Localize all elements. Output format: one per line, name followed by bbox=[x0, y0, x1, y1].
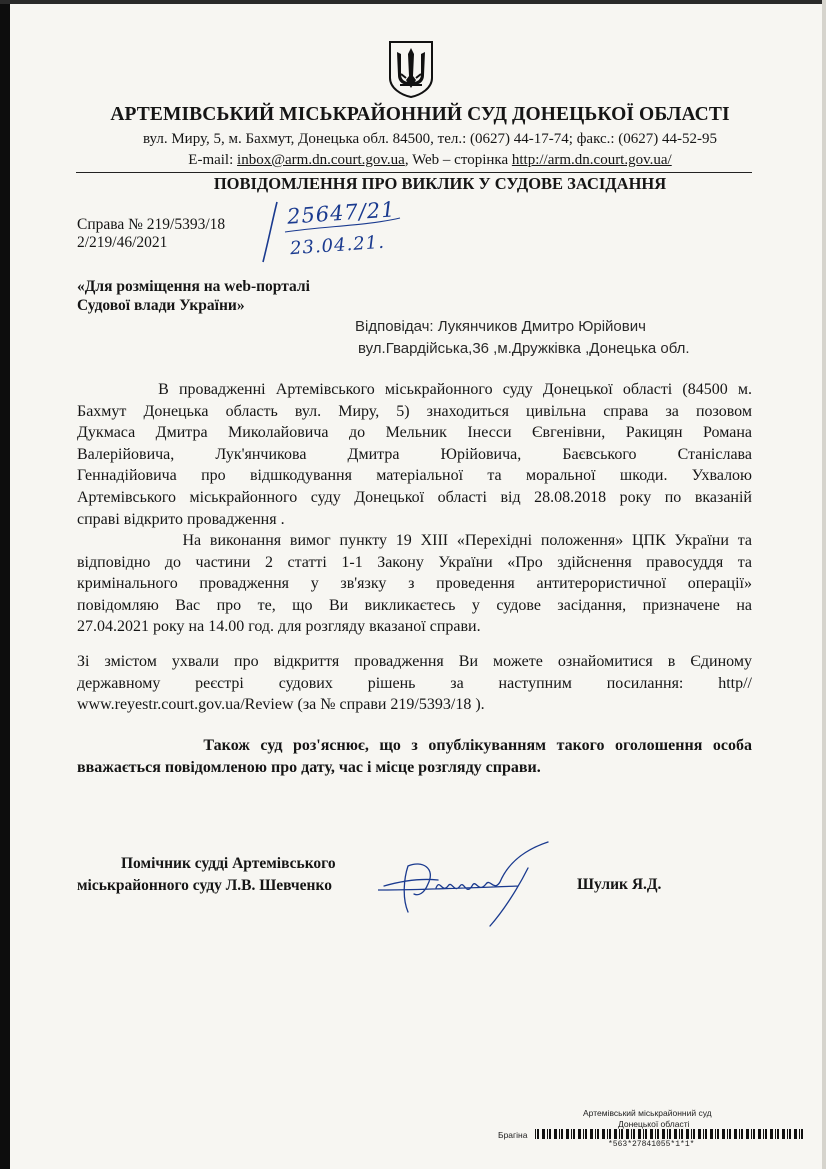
paragraph-case-info bbox=[77, 379, 752, 530]
text-line: вважається повідомленою про дату, час і місце розгляду справи. bbox=[77, 758, 541, 776]
text-line: 27.04.2021 року на 14.00 год. для розгляду вказаної справи. bbox=[77, 618, 481, 636]
stamp-code: *563*27841055*1*1* bbox=[608, 1140, 695, 1149]
text-line: Бахмут Донецька область вул. Миру, 5) знаходиться цивільна справа за позовом bbox=[77, 402, 752, 420]
document-title: ПОВІДОМЛЕННЯ ПРО ВИКЛИК У СУДОВЕ ЗАСІДАННЯ bbox=[213, 174, 667, 193]
text-line: кримінального провадження у зв'язку з проведення антитерористичної операції» bbox=[77, 575, 752, 593]
text-line: Зі змістом ухвали про відкриття провадження Ви можете ознайомитися в Єдиному bbox=[77, 653, 752, 670]
scan-edge-right bbox=[822, 0, 826, 1169]
handwritten-signature bbox=[378, 838, 558, 928]
email-link[interactable]: inbox@arm.dn.court.gov.ua bbox=[237, 152, 405, 168]
text-line: На виконання вимог пункту 19 XIII «Перехідні положення» ЦПК України та bbox=[77, 532, 752, 549]
text-line: В провадженні Артемівського міськрайонного суду Донецької області (84500 м. bbox=[77, 381, 752, 398]
handwritten-registration-number: 25647/21 bbox=[286, 197, 397, 229]
text-line: Артемівського міськрайонного суду Донецької області від 28.08.2018 року по вказаній bbox=[77, 488, 752, 506]
web-label: , Web – сторінка bbox=[404, 152, 512, 168]
barcode-icon bbox=[535, 1129, 805, 1139]
respondent-address: вул.Гвардійська,36 ,м.Дружківка ,Донецька обл. bbox=[358, 340, 690, 357]
text-line: Валерійовича, Лук'янчикова Дмитра Юрійовича, Баєвського Станіслава bbox=[77, 445, 752, 463]
stamp-region: Донецької області bbox=[618, 1119, 690, 1129]
respondent-name: Відповідач: Лукянчиков Дмитро Юрійович bbox=[355, 318, 646, 335]
text-line: відповідно до частини 2 статті 1-1 Закону України «Про здійснення правосуддя та bbox=[77, 553, 752, 571]
text-line: державному реєстрі судових рішень за наступним посилання: http// bbox=[77, 674, 752, 692]
text-line: Також суд роз'яснює, що з опублікуванням такого оголошення особа bbox=[77, 737, 752, 754]
text-line: Геннадійовича про відшкодування матеріальної та моральної шкоди. Ухвалою bbox=[77, 467, 752, 485]
text-line: Дукмаса Дмитра Миколайовича до Мельник Інесси Євгенівни, Ракицян Романа bbox=[77, 424, 752, 442]
header-divider bbox=[76, 172, 752, 173]
scan-edge-top bbox=[0, 0, 826, 4]
stamp-court-name: Артемівський міськрайонний суд bbox=[583, 1108, 712, 1118]
email-label: E-mail: bbox=[188, 152, 238, 168]
court-address: вул. Миру, 5, м. Бахмут, Донецька обл. 84500, тел.: (0627) 44-17-74; факс.: (0627) 44-52-95 bbox=[142, 131, 718, 147]
text-line: справі відкрито провадження . bbox=[77, 510, 285, 528]
court-name: АРТЕМІВСЬКИЙ МІСЬКРАЙОННИЙ СУД ДОНЕЦЬКОЇ ОБЛАСТІ bbox=[110, 104, 730, 125]
handwritten-date: 23.04.21. bbox=[289, 231, 386, 260]
case-number: Справа № 219/5393/18 bbox=[77, 216, 226, 233]
portal-note-line1: «Для розміщення на web-порталі bbox=[77, 278, 310, 295]
paragraph-registry bbox=[77, 651, 752, 716]
web-link[interactable]: http://arm.dn.court.gov.ua/ bbox=[511, 152, 672, 168]
portal-note-line2: Судової влади України» bbox=[77, 297, 245, 314]
signer-name: Шулик Я.Д. bbox=[577, 876, 662, 893]
paragraph-summons bbox=[77, 530, 752, 638]
portal-note bbox=[77, 277, 310, 315]
stamp-operator: Брагіна bbox=[498, 1130, 528, 1140]
court-contacts bbox=[60, 152, 800, 169]
signer-position bbox=[77, 853, 336, 897]
coat-of-arms-icon bbox=[388, 40, 434, 98]
scan-edge-left bbox=[0, 0, 10, 1169]
signer-position-line1: Помічник судді Артемівського bbox=[121, 855, 336, 872]
text-line: повідомляю Вас про те, що Ви викликаєтесь у судове засідання, призначене на bbox=[77, 596, 752, 614]
respondent-block bbox=[355, 316, 690, 360]
paragraph-notice bbox=[77, 735, 752, 778]
case-number-internal: 2/219/46/2021 bbox=[77, 234, 168, 251]
signer-position-line2: міськрайонного суду Л.В. Шевченко bbox=[77, 877, 332, 894]
registry-link[interactable]: www.reyestr.court.gov.ua/Review (за № справи 219/5393/18 ). bbox=[77, 696, 485, 714]
